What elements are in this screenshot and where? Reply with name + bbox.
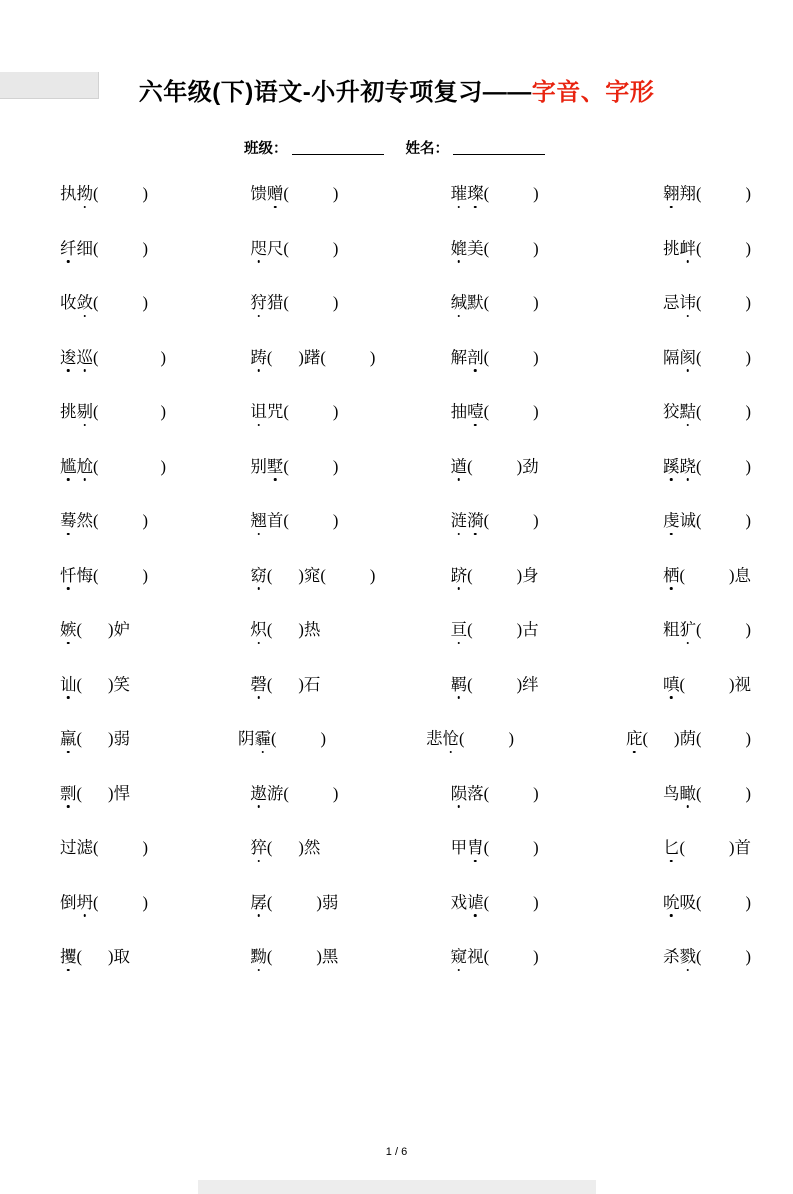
exercise-char: 翔 [679,184,696,203]
exercise-item[interactable]: 鸟瞰( ) [627,780,751,804]
exercise-item[interactable]: 执拗( ) [60,180,236,204]
exercise-char: 吸 [679,892,696,912]
exercise-char: 拗 [77,180,94,204]
exercise-char: 甲 [450,838,468,857]
exercise-char: 馈 [250,184,267,203]
exercise-char: 默 [467,293,484,312]
exercise-item[interactable]: 遒( )劲 [427,453,627,477]
exercise-item[interactable]: 挑剔( ) [60,398,236,422]
exercise-char: 躇 [303,347,321,367]
exercise-char: 羁 [451,671,468,695]
exercise-item[interactable]: 攫( )取 [60,943,236,967]
exercise-char: 黑 [321,947,339,966]
exercise-char: 弱 [113,729,130,748]
exercise-item[interactable]: 蓦然( ) [60,507,236,531]
exercise-char: 阴 [238,729,255,748]
exercise-item[interactable]: 吮吸( ) [627,889,751,913]
exercise-char: 逡 [60,344,77,368]
exercise-char: 媲 [451,235,468,259]
exercise-char: 取 [113,947,130,966]
exercise-item[interactable]: 过滤( ) [60,838,148,857]
exercise-char: 剖 [467,344,484,368]
exercise-row [60,453,751,508]
exercise-item[interactable]: 狡黠( ) [627,398,751,422]
exercise-char: 遒 [451,453,468,477]
page-title [0,72,793,107]
class-blank[interactable] [292,140,384,155]
exercise-item[interactable]: 阴霾( ) [224,725,402,749]
exercise-row [60,671,751,726]
exercise-item[interactable]: 遨游( ) [236,780,426,804]
exercise-char: 倒 [60,892,77,912]
exercise-item[interactable]: 亘( )古 [427,616,627,640]
exercise-item[interactable]: 庇( )荫( ) [590,725,751,749]
exercise-item[interactable]: 戏谑( ) [427,889,627,913]
exercise-char: 敛 [77,289,94,313]
name-label: 姓名： [405,141,449,157]
exercise-item[interactable]: 翱翔( ) [627,180,751,204]
exercise-char: 黝 [250,943,267,967]
exercise-char: 胄 [467,834,484,858]
exercise-char: 跻 [451,562,468,586]
exercise-row [60,889,751,944]
exercise-char: 收 [60,293,77,312]
exercise-item[interactable]: 尴尬( ) [60,453,236,477]
exercise-item[interactable]: 黝( )黑 [236,943,426,967]
exercise-item[interactable]: 涟漪( ) [427,507,627,531]
exercise-char: 热 [303,620,321,639]
exercise-char: 坍 [77,889,94,913]
page-title-accent: 字音、字形 [531,79,655,106]
exercise-char: 漪 [467,507,484,531]
exercise-char: 石 [303,674,321,694]
exercise-char: 噎 [467,398,484,422]
exercise-char: 落 [467,783,484,803]
exercise-item[interactable]: 忏悔( ) [60,562,236,586]
exercise-char: 讪 [60,671,77,695]
exercise-char: 纤 [60,235,77,259]
exercise-char: 瞰 [679,780,696,804]
exercise-item[interactable]: 窥视( ) [427,943,627,967]
exercise-row [60,289,751,344]
exercise-char: 剔 [77,398,94,422]
exercise-char: 庇 [626,725,643,749]
exercise-char: 隔 [662,347,680,367]
exercise-char: 亘 [451,616,468,640]
exercise-item[interactable]: 孱( )弱 [236,889,426,913]
exercise-item[interactable]: 羸( )弱 [60,725,224,749]
exercise-item[interactable]: 栖( )息 [627,562,751,586]
exercise-char: 嫉 [60,616,77,640]
exercise-char: 息 [734,565,751,585]
exercise-char: 窈 [250,562,267,586]
exercise-item[interactable]: 羁( )绊 [427,671,627,695]
exercise-char: 别 [250,456,267,476]
exercise-row [60,507,751,562]
exercise-char: 蓦 [60,507,77,531]
exercise-item[interactable]: 狩猎( ) [236,289,426,313]
exercise-item[interactable]: 纤细( ) [60,235,236,259]
exercise-item[interactable]: 挑衅( ) [627,235,751,259]
exercise-char: 荫 [679,729,696,748]
exercise-row [60,398,751,453]
exercise-char: 美 [467,238,484,258]
page-footer: 1 / 6 [385,1146,408,1158]
exercise-item[interactable]: 隔阂( ) [627,344,751,368]
exercise-char: 栖 [663,562,680,586]
page-title-main: 六年级(下)语文-小升初专项复习—— [138,79,532,106]
worksheet-page [0,72,793,1194]
exercise-char: 弱 [321,892,339,912]
exercise-char: 滤 [76,838,93,857]
exercise-item[interactable]: 璀璨( ) [427,180,627,204]
exercise-char: 悍 [113,783,130,803]
exercise-char: 粗 [662,620,680,639]
exercise-char: 墅 [267,453,284,477]
exercise-item[interactable]: 嗔( )视 [627,671,751,695]
exercise-char: 挑 [60,402,77,421]
exercise-item[interactable]: 倒坍( ) [60,889,236,913]
exercise-char: 巡 [77,344,94,368]
exercise-char: 绊 [522,674,539,694]
exercise-item[interactable]: 炽( )热 [236,616,426,640]
exercise-char: 挑 [662,238,680,258]
exercise-char: 悔 [76,565,93,585]
exercise-item[interactable]: 磬( )石 [236,671,426,695]
exercise-char: 磬 [250,671,267,695]
exercise-char: 孱 [250,889,267,913]
exercise-item[interactable]: 窈( )窕( ) [236,562,426,586]
exercise-char: 然 [76,511,93,530]
exercise-char: 窥 [451,943,468,967]
exercise-char: 璨 [467,180,484,204]
exercise-char: 抽 [450,402,468,421]
exercise-item[interactable]: 忌讳( ) [627,289,751,313]
corner-tab [0,72,99,99]
exercise-item[interactable]: 踌( )躇( ) [236,344,426,368]
exercise-char: 诚 [679,511,696,530]
exercise-row [60,616,751,671]
exercise-char: 戏 [450,892,468,912]
exercise-char: 璀 [451,180,468,204]
exercise-char: 杀 [662,947,680,966]
exercise-item[interactable]: 虔诚( ) [627,507,751,531]
exercise-item[interactable]: 诅咒( ) [236,398,426,422]
exercise-item[interactable]: 杀戮( ) [627,943,751,967]
exercise-char: 诅 [250,398,267,422]
exercise-char: 鸟 [662,783,680,803]
exercise-char: 讳 [679,289,696,313]
exercise-char: 跷 [679,453,696,477]
exercise-char: 过 [60,838,77,857]
exercise-char: 解 [450,347,468,367]
exercise-char: 踌 [250,344,267,368]
exercise-char: 黠 [679,398,696,422]
exercise-row [60,943,751,998]
exercise-row [60,834,751,889]
exercise-char: 陨 [451,780,468,804]
exercise-item[interactable]: 缄默( ) [427,289,627,313]
exercise-char: 剽 [60,780,77,804]
exercise-item[interactable]: 猝( )然 [236,834,426,858]
exercise-char: 匕 [663,834,680,858]
exercise-char: 悲 [426,729,443,748]
exercise-row [60,562,751,617]
exercise-char: 首 [734,838,751,857]
exercise-char: 攫 [60,943,77,967]
exercise-row [60,725,751,780]
exercise-item[interactable]: 逡巡( ) [60,344,236,368]
exercise-char: 猝 [250,834,267,858]
exercise-item[interactable]: 蹊跷( ) [627,453,751,477]
exercise-char: 尬 [77,453,94,477]
exercise-char: 劲 [522,456,539,476]
exercise-item[interactable]: 剽( )悍 [60,780,236,804]
exercise-row [60,180,751,235]
exercise-char: 霾 [255,725,272,749]
exercise-row [60,344,751,399]
exercise-char: 视 [467,947,484,966]
exercise-char: 尴 [60,453,77,477]
exercise-char: 嗔 [663,671,680,695]
bottom-bar [198,1180,596,1194]
exercise-char: 身 [522,565,539,585]
exercise-row [60,780,751,835]
name-blank[interactable] [453,140,545,155]
exercise-item[interactable]: 嫉( )妒 [60,616,236,640]
exercise-char: 翱 [663,180,680,204]
exercise-char: 猎 [266,293,284,312]
exercise-char: 阂 [679,344,696,368]
exercise-char: 吮 [663,889,680,913]
student-info-line [0,137,793,158]
exercise-item[interactable]: 抽噎( ) [427,398,627,422]
exercise-char: 蹊 [663,453,680,477]
exercise-char: 古 [522,620,539,639]
exercise-char: 炽 [250,616,267,640]
exercise-char: 戮 [679,943,696,967]
exercise-char: 忏 [60,562,77,586]
exercise-item[interactable]: 媲美( ) [427,235,627,259]
exercise-item[interactable]: 悲怆( ) [402,725,590,749]
exercise-char: 然 [303,838,321,857]
exercise-row [60,235,751,290]
exercise-char: 首 [266,511,284,530]
exercise-char: 笑 [113,674,130,694]
exercise-char: 虔 [663,507,680,531]
exercise-char: 羸 [60,725,77,749]
exercise-char: 细 [76,238,93,258]
exercise-char: 赠 [267,180,284,204]
exercise-item[interactable]: 别墅( ) [236,453,426,477]
exercise-char: 犷 [679,616,696,640]
exercise-char: 视 [734,674,751,694]
exercise-char: 咒 [266,402,284,421]
exercise-char: 妒 [113,620,130,639]
exercise-char: 遨 [250,780,267,804]
exercise-item[interactable]: 粗犷( ) [627,616,751,640]
exercise-item[interactable]: 翘首( ) [236,507,426,531]
exercise-item[interactable]: 馈赠( ) [236,180,426,204]
exercise-item[interactable]: 陨落( ) [427,780,627,804]
exercise-char: 缄 [451,289,468,313]
exercise-item[interactable]: 匕( )首 [627,834,751,858]
exercise-item[interactable]: 讪( )笑 [60,671,236,695]
exercise-char: 尺 [266,238,284,258]
exercise-char: 涟 [451,507,468,531]
exercise-char: 狡 [662,402,680,421]
exercise-char: 衅 [679,235,696,259]
exercise-item[interactable]: 跻( )身 [427,562,627,586]
exercise-grid [0,180,793,998]
exercise-char: 游 [266,783,284,803]
exercise-char: 狩 [250,289,267,313]
exercise-char: 执 [60,184,77,203]
class-label: 班级： [244,141,288,157]
exercise-char: 翘 [250,507,267,531]
exercise-char: 怆 [443,725,460,749]
exercise-item[interactable]: 咫尺( ) [236,235,426,259]
exercise-item[interactable]: 收敛( ) [60,289,236,313]
exercise-char: 谑 [467,889,484,913]
exercise-item[interactable]: 甲胄( ) [427,834,627,858]
exercise-char: 窕 [303,565,321,585]
exercise-char: 咫 [250,235,267,259]
exercise-item[interactable]: 解剖( ) [427,344,627,368]
exercise-char: 忌 [662,293,680,312]
